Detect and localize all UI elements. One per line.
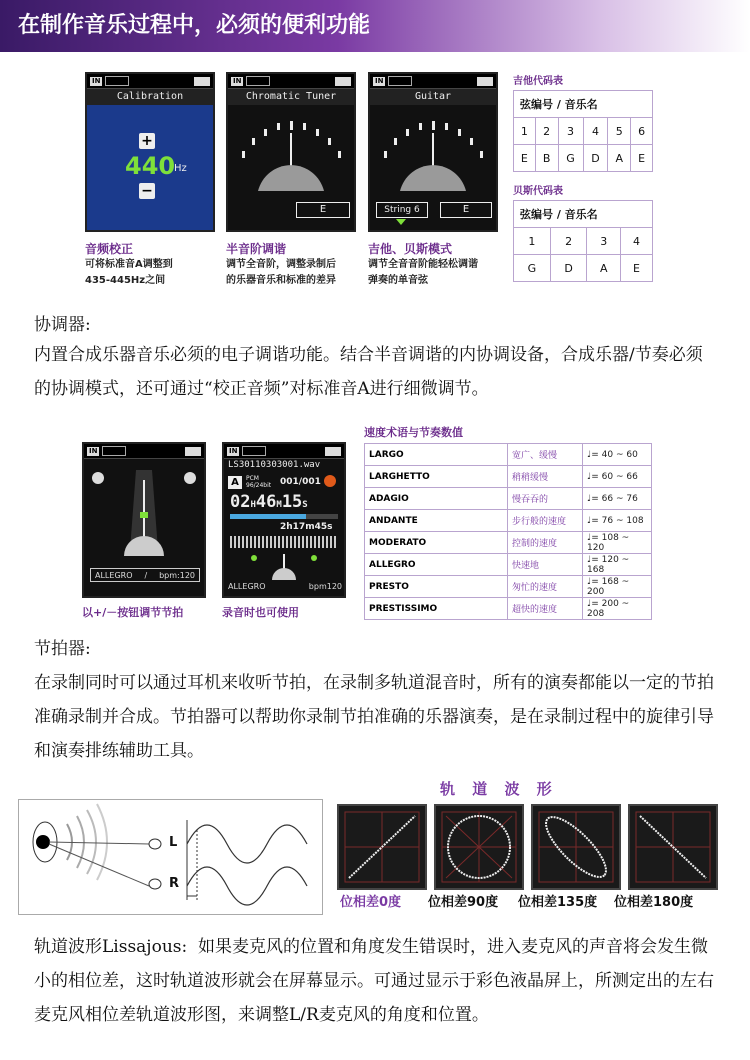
lissajous-screen-90 xyxy=(434,804,524,890)
tempo-term: MODERATO xyxy=(365,532,508,554)
lissajous-text: 如果麦克风的位置和角度发生错误时，进入麦克风的声音将会发生微小的相位差，这时轨道波形就会在屏幕显示。可通过显示于彩色液晶屏上，所测定出的左右麦克风相位差轨道波形图，来调整L/R麦克风的角度和位置。 xyxy=(34,937,714,1025)
caption-line: 的乐器音乐和标准的差异 xyxy=(226,275,336,286)
string-display: String 6 xyxy=(376,202,428,218)
tempo-bpm: ♩= 168 ~ 200 xyxy=(583,576,652,598)
tempo-term: LARGO xyxy=(365,444,508,466)
phase-caption-135: 位相差135度 xyxy=(518,895,598,910)
tempo-term: ANDANTE xyxy=(365,510,508,532)
tempo-term: PRESTO xyxy=(365,576,508,598)
status-bar xyxy=(224,444,344,459)
table-header: 弦编号 / 音乐名 xyxy=(514,201,653,228)
bpm-label: bpm:120 xyxy=(159,571,195,580)
tempo-description: 超快的速度 xyxy=(508,598,583,620)
phase-caption-0: 位相差0度 xyxy=(340,895,402,910)
caption-line: 调节全音阶，调整录制后 xyxy=(226,259,336,270)
metronome-heading: 节拍器: xyxy=(34,639,91,659)
tempo-row xyxy=(365,466,652,488)
tempo-description: 快速地 xyxy=(508,554,583,576)
level-meter-icon xyxy=(105,76,129,86)
track-badge: A xyxy=(228,476,242,489)
caption-line: 弹奏的单音弦 xyxy=(368,275,428,286)
time-hours: 02 xyxy=(230,492,251,512)
progress-fill xyxy=(230,514,306,519)
string-number: 3 xyxy=(558,118,583,145)
in-badge: IN xyxy=(229,446,238,455)
frequency-unit: Hz xyxy=(174,163,187,174)
string-number: 4 xyxy=(621,228,653,255)
tempo-table xyxy=(364,443,652,620)
recording-screen xyxy=(222,442,346,598)
string-note: A xyxy=(608,145,631,172)
recording-caption: 录音时也可使用 xyxy=(222,606,299,619)
lissajous-paragraph xyxy=(34,930,714,1032)
metronome-paragraph: 在录制同时可以通过耳机来收听节拍，在录制多轨道混音时，所有的演奏都能以一定的节拍准确录制并合成。节拍器可以帮助你录制节拍准确的乐器演奏，是在录制过程中的旋律引导和演奏排练辅助工具。 xyxy=(34,673,714,761)
table-header: 弦编号 / 音乐名 xyxy=(514,91,653,118)
tempo-term: ALLEGRO xyxy=(365,554,508,576)
lissajous-line-icon xyxy=(630,806,716,888)
string-number: 2 xyxy=(535,118,558,145)
string-number: 1 xyxy=(514,228,551,255)
guitar-table-title: 吉他代码表 xyxy=(513,76,563,87)
string-number: 5 xyxy=(608,118,631,145)
in-badge: IN xyxy=(89,446,98,455)
string-number: 3 xyxy=(587,228,621,255)
pcm-label: PCM xyxy=(246,475,259,482)
hours-unit: H xyxy=(250,500,256,510)
pcm-badge xyxy=(246,475,271,489)
battery-icon xyxy=(194,77,210,86)
string-note: E xyxy=(514,145,536,172)
battery-icon xyxy=(325,447,341,456)
string-note: E xyxy=(621,255,653,282)
mic-left-label: L xyxy=(169,835,178,850)
chromatic-tuner-screen xyxy=(226,72,356,232)
frequency-value: 440 xyxy=(125,152,176,180)
caption-title: 音频校正 xyxy=(85,242,134,256)
guitar-tuner-screen xyxy=(368,72,498,232)
tuner-gauge-icon xyxy=(370,105,496,215)
caption-title: 半音阶调谐 xyxy=(226,242,287,256)
pcm-format: 96/24bit xyxy=(246,482,272,489)
tempo-description: 匆忙的速度 xyxy=(508,576,583,598)
guitar-code-table xyxy=(513,90,653,172)
progress-bar xyxy=(230,514,338,519)
string-number: 4 xyxy=(583,118,608,145)
calibration-panel xyxy=(87,105,213,230)
string-note: E xyxy=(631,145,653,172)
metronome-caption: 以+/－按钮调节节拍 xyxy=(82,606,184,619)
lissajous-title: 轨 道 波 形 xyxy=(440,780,558,798)
chromatic-caption xyxy=(226,240,371,289)
tempo-description: 步行般的速度 xyxy=(508,510,583,532)
tempo-row xyxy=(365,598,652,620)
caption-line: 可将标准音A调整到 xyxy=(85,259,173,270)
tempo-row xyxy=(365,576,652,598)
phase-diagram-icon xyxy=(19,800,322,914)
bpm-label: bpm120 xyxy=(308,582,342,591)
tempo-description: 稍稍缓慢 xyxy=(508,466,583,488)
tuner-paragraph: 内置合成乐器音乐必须的电子调谐功能。结合半音调谐的内协调设备，合成乐器/节奏必须的协调模式，还可通过“校正音频”对标准音A进行细微调节。 xyxy=(34,345,703,399)
status-bar xyxy=(370,74,496,89)
mic-right-label: R xyxy=(169,876,180,891)
time-minutes: 46 xyxy=(255,492,277,512)
status-bar xyxy=(84,444,204,459)
minus-icon: − xyxy=(139,183,155,199)
tempo-bpm: ♩= 66 ~ 76 xyxy=(583,488,652,510)
string-note: G xyxy=(514,255,551,282)
page-banner: 在制作音乐过程中，必须的便利功能 xyxy=(0,0,750,52)
screen-title: Guitar xyxy=(370,89,496,105)
lissajous-circle-icon xyxy=(436,806,522,888)
file-counter: 001/001 xyxy=(280,477,321,487)
tempo-term: ADAGIO xyxy=(365,488,508,510)
caption-line: 435-445Hz之间 xyxy=(85,275,166,286)
metronome-screen xyxy=(82,442,206,598)
recording-tempo-bar xyxy=(228,582,342,591)
seconds-unit: S xyxy=(302,500,308,510)
bass-code-table xyxy=(513,200,653,282)
battery-icon xyxy=(335,77,351,86)
in-badge: IN xyxy=(92,76,101,85)
plus-icon: + xyxy=(139,133,155,149)
phase-caption-90: 位相差90度 xyxy=(428,895,499,910)
string-note: A xyxy=(587,255,621,282)
in-badge: IN xyxy=(233,76,242,85)
tempo-row xyxy=(365,444,652,466)
tempo-name: ALLEGRO xyxy=(228,582,266,591)
tempo-description: 慢吞吞的 xyxy=(508,488,583,510)
metronome-pendulum-icon xyxy=(84,460,204,570)
phase-caption-180: 位相差180度 xyxy=(614,895,694,910)
tempo-bpm: ♩= 200 ~ 208 xyxy=(583,598,652,620)
tempo-table-title: 速度术语与节奏数值 xyxy=(364,426,463,439)
microphone-diagram xyxy=(18,799,323,915)
string-number: 2 xyxy=(550,228,587,255)
level-meter-icon xyxy=(388,76,412,86)
tempo-bpm: ♩= 108 ~ 120 xyxy=(583,532,652,554)
tuner-gauge-icon xyxy=(228,105,354,215)
record-icon xyxy=(324,475,336,487)
in-badge: IN xyxy=(375,76,384,85)
note-display: E xyxy=(296,202,350,218)
string-note: D xyxy=(583,145,608,172)
caption-line: 调节全音音阶能轻松调谐 xyxy=(368,259,478,270)
status-bar xyxy=(228,74,354,89)
tempo-row xyxy=(365,488,652,510)
tempo-row xyxy=(365,510,652,532)
battery-icon xyxy=(185,447,201,456)
level-meter xyxy=(230,536,338,548)
lissajous-screen-135 xyxy=(531,804,621,890)
calibration-screen xyxy=(85,72,215,232)
lissajous-screen-180 xyxy=(628,804,718,890)
level-meter-icon xyxy=(102,446,126,456)
minutes-unit: M xyxy=(276,500,282,510)
bass-table-title: 贝斯代码表 xyxy=(513,186,563,197)
tempo-description: 控制的速度 xyxy=(508,532,583,554)
level-meter-icon xyxy=(246,76,270,86)
down-arrow-icon xyxy=(396,219,406,225)
lissajous-heading: 轨道波形Lissajous: xyxy=(34,937,188,957)
tuner-heading: 协调器: xyxy=(34,315,91,335)
tempo-bpm: ♩= 60 ~ 66 xyxy=(583,466,652,488)
lissajous-screen-0 xyxy=(337,804,427,890)
string-note: G xyxy=(558,145,583,172)
string-note: B xyxy=(535,145,558,172)
string-number: 1 xyxy=(514,118,536,145)
time-seconds: 15 xyxy=(281,492,303,512)
level-meter-icon xyxy=(242,446,266,456)
status-bar xyxy=(87,74,213,89)
tempo-bpm: ♩= 120 ~ 168 xyxy=(583,554,652,576)
calibration-caption xyxy=(85,240,225,289)
remaining-time: 2h17m45s xyxy=(280,522,333,532)
screen-title: Chromatic Tuner xyxy=(228,89,354,105)
string-number: 6 xyxy=(631,118,653,145)
tempo-term: LARGHETTO xyxy=(365,466,508,488)
tempo-separator: / xyxy=(144,571,148,580)
screen-title: Calibration xyxy=(87,89,213,105)
tempo-bpm: ♩= 40 ~ 60 xyxy=(583,444,652,466)
elapsed-time xyxy=(230,492,308,512)
metronome-tempo-bar xyxy=(90,568,200,582)
lissajous-ellipse-icon xyxy=(533,806,619,888)
string-note: D xyxy=(550,255,587,282)
tempo-row xyxy=(365,554,652,576)
tempo-term: PRESTISSIMO xyxy=(365,598,508,620)
lissajous-line-icon xyxy=(339,806,425,888)
metronome-pendulum-icon xyxy=(224,552,344,582)
tempo-description: 宽广、缓慢 xyxy=(508,444,583,466)
tempo-name: ALLEGRO xyxy=(95,571,133,580)
tempo-row xyxy=(365,532,652,554)
tempo-bpm: ♩= 76 ~ 108 xyxy=(583,510,652,532)
recording-filename: LS30110303001.wav xyxy=(228,460,321,470)
caption-title: 吉他、贝斯模式 xyxy=(368,242,453,256)
battery-icon xyxy=(477,77,493,86)
note-display: E xyxy=(440,202,492,218)
guitar-caption xyxy=(368,240,513,289)
